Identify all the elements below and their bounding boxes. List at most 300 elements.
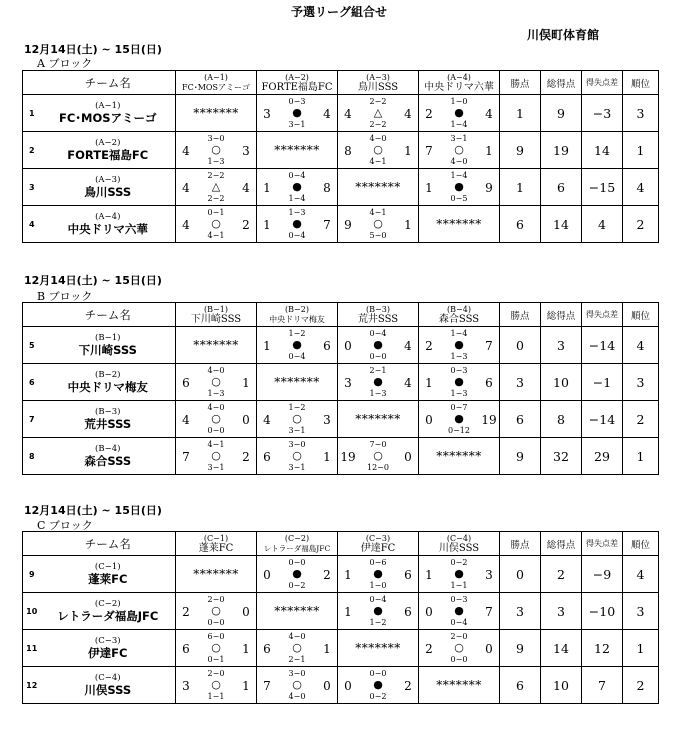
goals-against: 0 — [242, 412, 250, 427]
stat-diff: −14 — [582, 327, 623, 364]
match-result — [338, 133, 418, 168]
goals-against: 1 — [404, 143, 412, 158]
stat-win-pts: 6 — [500, 206, 541, 243]
stat-goals: 10 — [541, 364, 582, 401]
stat-diff: −10 — [582, 593, 623, 630]
header-opponent-code: (B−4) — [447, 304, 471, 314]
result-mark-icon: ○ — [373, 448, 383, 462]
stat-win-pts: 3 — [500, 593, 541, 630]
match-cell — [257, 556, 338, 593]
team-row — [23, 327, 659, 364]
second-half-score: 4−0 — [450, 156, 468, 166]
stat-win-pts: 6 — [500, 667, 541, 704]
goals-for: 3 — [263, 106, 271, 121]
goals-for: 7 — [182, 449, 190, 464]
header-opponent-code: (B−3) — [366, 304, 390, 314]
header-opponent-name: 伊達FC — [360, 542, 396, 554]
match-cell — [176, 364, 257, 401]
goals-for: 0 — [344, 678, 352, 693]
result-mark-icon: ● — [373, 566, 383, 580]
header-opponent-name: 中央ドリマ六華 — [424, 81, 494, 93]
first-half-score: 0−3 — [450, 594, 468, 604]
second-half-score: 2−1 — [288, 654, 306, 664]
stat-goals: 8 — [541, 401, 582, 438]
stat-goals: 10 — [541, 667, 582, 704]
team-code: (C−4) — [94, 672, 121, 683]
first-half-score: 0−0 — [288, 557, 306, 567]
stat-rank: 2 — [623, 667, 659, 704]
goals-for: 6 — [182, 375, 190, 390]
match-result — [176, 170, 256, 205]
header-diff: 得失点差 — [582, 532, 623, 556]
team-code: (C−1) — [94, 561, 121, 572]
match-result — [338, 557, 418, 592]
match-cell — [419, 132, 500, 169]
header-opponent-code: (B−2) — [285, 304, 309, 314]
match-result — [257, 402, 337, 437]
result-mark-icon: ○ — [211, 603, 221, 617]
header-opponent-name: 下川崎SSS — [190, 313, 242, 325]
second-half-score: 3−1 — [288, 425, 306, 435]
match-cell — [176, 401, 257, 438]
match-cell — [419, 401, 500, 438]
team-name: 伊達FC — [88, 645, 128, 660]
stat-goals: 6 — [541, 169, 582, 206]
match-cell — [338, 95, 419, 132]
second-half-score: 2−2 — [369, 119, 387, 129]
second-half-score: 0−12 — [448, 425, 470, 435]
team-name: レトラーダ福島JFC — [57, 608, 159, 623]
match-cell — [419, 364, 500, 401]
result-mark-icon: ● — [454, 411, 464, 425]
match-cell — [419, 169, 500, 206]
team-row — [23, 95, 659, 132]
block-date: 12月14日(土) ~ 15日(日) — [24, 274, 162, 287]
team-row — [23, 169, 659, 206]
header-row — [23, 71, 659, 95]
row-number: 10 — [23, 593, 41, 630]
stat-rank: 4 — [623, 169, 659, 206]
match-result — [338, 439, 418, 474]
goals-for: 1 — [425, 180, 433, 195]
match-cell — [338, 438, 419, 475]
header-row — [23, 532, 659, 556]
goals-against: 1 — [242, 641, 250, 656]
goals-for: 1 — [425, 567, 433, 582]
first-half-score: 0−3 — [450, 365, 468, 375]
second-half-score: 1−3 — [207, 156, 225, 166]
match-result — [176, 402, 256, 437]
goals-against: 4 — [404, 338, 412, 353]
match-cell — [176, 438, 257, 475]
team-name: 蓬莱FC — [88, 571, 128, 586]
result-mark-icon: ○ — [454, 142, 464, 156]
goals-against: 4 — [323, 106, 331, 121]
stat-goals: 9 — [541, 95, 582, 132]
first-half-score: 4−0 — [207, 402, 225, 412]
second-half-score: 1−4 — [450, 119, 468, 129]
goals-against: 9 — [485, 180, 493, 195]
match-cell — [176, 593, 257, 630]
header-rank: 順位 — [623, 303, 659, 327]
header-goals: 総得点 — [541, 71, 582, 95]
goals-against: 2 — [404, 678, 412, 693]
team-name-cell — [41, 206, 176, 243]
stat-diff: 7 — [582, 667, 623, 704]
stat-goals: 14 — [541, 630, 582, 667]
header-opponent-code: (C−1) — [203, 533, 229, 543]
header-opponent — [338, 71, 419, 95]
match-result — [419, 170, 499, 205]
team-code: (B−3) — [95, 406, 121, 417]
match-result — [419, 557, 499, 592]
first-half-score: 6−0 — [207, 631, 225, 641]
goals-for: 1 — [263, 338, 271, 353]
second-half-score: 0−4 — [450, 617, 468, 627]
team-name-cell — [41, 593, 176, 630]
header-opponent — [419, 303, 500, 327]
match-result — [419, 96, 499, 131]
second-half-score: 0−4 — [288, 230, 306, 240]
match-result — [257, 96, 337, 131]
header-opponent-name: 森合SSS — [438, 313, 480, 325]
stat-goals: 3 — [541, 593, 582, 630]
stat-win-pts: 0 — [500, 327, 541, 364]
goals-against: 6 — [323, 338, 331, 353]
goals-against: 7 — [485, 604, 493, 619]
header-team-label: チーム名 — [41, 71, 176, 95]
match-result — [338, 365, 418, 400]
self-match-cell: ******* — [176, 95, 257, 132]
first-half-score: 1−3 — [288, 207, 306, 217]
team-code: (A−1) — [95, 100, 121, 111]
goals-for: 4 — [344, 106, 352, 121]
match-result — [338, 668, 418, 703]
first-half-score: 3−1 — [450, 133, 468, 143]
first-half-score: 4−0 — [369, 133, 387, 143]
match-result — [257, 631, 337, 666]
match-result — [257, 328, 337, 363]
self-match-cell: ******* — [257, 132, 338, 169]
stat-diff: −9 — [582, 556, 623, 593]
match-result — [419, 328, 499, 363]
stat-goals: 3 — [541, 327, 582, 364]
match-result — [257, 170, 337, 205]
second-half-score: 0−2 — [369, 691, 387, 701]
header-opponent — [176, 532, 257, 556]
header-num-cell — [23, 532, 41, 556]
team-name: 下川崎SSS — [78, 342, 137, 357]
stat-diff: 4 — [582, 206, 623, 243]
result-mark-icon: ○ — [211, 374, 221, 388]
goals-for: 6 — [263, 449, 271, 464]
stat-win-pts: 9 — [500, 438, 541, 475]
header-opponent-name: レトラーダ福島JFC — [263, 543, 331, 553]
header-row — [23, 303, 659, 327]
row-number: 6 — [23, 364, 41, 401]
team-name: 鳥川SSS — [84, 184, 132, 199]
header-win-pts: 勝点 — [500, 532, 541, 556]
result-mark-icon: ○ — [373, 142, 383, 156]
match-cell — [419, 593, 500, 630]
match-result — [257, 557, 337, 592]
first-half-score: 4−0 — [288, 631, 306, 641]
match-result — [338, 594, 418, 629]
second-half-score: 0−0 — [450, 654, 468, 664]
result-mark-icon: ● — [373, 677, 383, 691]
stat-win-pts: 1 — [500, 95, 541, 132]
goals-for: 6 — [182, 641, 190, 656]
first-half-score: 3−0 — [207, 133, 225, 143]
team-code: (A−3) — [95, 174, 121, 185]
result-mark-icon: ○ — [211, 677, 221, 691]
team-code: (C−3) — [94, 635, 121, 646]
goals-for: 2 — [425, 641, 433, 656]
first-half-score: 2−2 — [369, 96, 387, 106]
venue-name: 川俣町体育館 — [527, 28, 600, 42]
result-mark-icon: ● — [373, 603, 383, 617]
team-code: (A−4) — [95, 211, 121, 222]
match-cell — [338, 327, 419, 364]
match-result — [257, 439, 337, 474]
header-opponent-name: 川俣SSS — [438, 542, 480, 554]
match-result — [338, 96, 418, 131]
stat-goals: 14 — [541, 206, 582, 243]
second-half-score: 0−2 — [288, 580, 306, 590]
first-half-score: 7−0 — [369, 439, 387, 449]
result-mark-icon: ○ — [292, 448, 302, 462]
match-cell — [176, 169, 257, 206]
header-opponent — [176, 303, 257, 327]
result-mark-icon: ● — [292, 566, 302, 580]
first-half-score: 1−4 — [450, 170, 468, 180]
goals-for: 2 — [425, 338, 433, 353]
team-row — [23, 667, 659, 704]
second-half-score: 4−1 — [369, 156, 387, 166]
result-mark-icon: ● — [292, 179, 302, 193]
goals-against: 1 — [242, 678, 250, 693]
stat-diff: 12 — [582, 630, 623, 667]
match-result — [176, 668, 256, 703]
match-result — [419, 631, 499, 666]
self-match-cell: ******* — [419, 438, 500, 475]
result-mark-icon: ○ — [211, 216, 221, 230]
row-number: 12 — [23, 667, 41, 704]
stat-rank: 1 — [623, 132, 659, 169]
row-number: 5 — [23, 327, 41, 364]
header-opponent — [176, 71, 257, 95]
result-mark-icon: ● — [373, 337, 383, 351]
first-half-score: 1−4 — [450, 328, 468, 338]
second-half-score: 3−1 — [288, 462, 306, 472]
goals-against: 0 — [323, 678, 331, 693]
team-name-cell — [41, 132, 176, 169]
stat-rank: 2 — [623, 206, 659, 243]
first-half-score: 2−0 — [207, 594, 225, 604]
first-half-score: 0−4 — [369, 328, 387, 338]
row-number: 3 — [23, 169, 41, 206]
header-rank: 順位 — [623, 71, 659, 95]
header-num-cell — [23, 303, 41, 327]
team-row — [23, 556, 659, 593]
header-opponent-code: (A−2) — [285, 72, 309, 82]
match-cell — [338, 132, 419, 169]
match-cell — [257, 206, 338, 243]
goals-against: 1 — [404, 217, 412, 232]
first-half-score: 2−0 — [450, 631, 468, 641]
team-name: 川俣SSS — [84, 682, 132, 697]
match-cell — [176, 630, 257, 667]
row-number: 7 — [23, 401, 41, 438]
stat-rank: 3 — [623, 364, 659, 401]
stat-win-pts: 3 — [500, 364, 541, 401]
header-opponent-code: (A−3) — [366, 72, 390, 82]
second-half-score: 1−3 — [450, 351, 468, 361]
result-mark-icon: △ — [211, 179, 221, 193]
second-half-score: 1−4 — [288, 193, 306, 203]
match-cell — [176, 132, 257, 169]
self-match-cell: ******* — [338, 401, 419, 438]
goals-for: 1 — [263, 180, 271, 195]
first-half-score: 4−1 — [207, 439, 225, 449]
goals-against: 6 — [404, 567, 412, 582]
second-half-score: 3−1 — [207, 462, 225, 472]
header-opponent — [257, 532, 338, 556]
goals-for: 0 — [425, 412, 433, 427]
match-cell — [338, 667, 419, 704]
self-match-cell: ******* — [257, 593, 338, 630]
goals-for: 2 — [425, 106, 433, 121]
team-name: 中央ドリマ梅友 — [67, 379, 148, 394]
self-match-cell: ******* — [419, 667, 500, 704]
stat-rank: 4 — [623, 327, 659, 364]
self-match-cell: ******* — [176, 327, 257, 364]
stat-win-pts: 6 — [500, 401, 541, 438]
stat-rank: 2 — [623, 401, 659, 438]
team-row — [23, 364, 659, 401]
header-opponent-name: 中央ドリマ梅友 — [269, 314, 325, 324]
second-half-score: 0−0 — [207, 425, 225, 435]
goals-for: 3 — [344, 375, 352, 390]
stat-rank: 1 — [623, 630, 659, 667]
match-cell — [338, 593, 419, 630]
goals-for: 7 — [263, 678, 271, 693]
result-mark-icon: ○ — [292, 411, 302, 425]
second-half-score: 12−0 — [367, 462, 389, 472]
self-match-cell: ******* — [176, 556, 257, 593]
goals-against: 6 — [485, 375, 493, 390]
first-half-score: 3−0 — [288, 668, 306, 678]
row-number: 9 — [23, 556, 41, 593]
goals-for: 4 — [182, 217, 190, 232]
match-cell — [257, 630, 338, 667]
team-row — [23, 401, 659, 438]
first-half-score: 0−4 — [288, 170, 306, 180]
self-match-cell: ******* — [338, 169, 419, 206]
goals-against: 19 — [481, 412, 497, 427]
goals-for: 4 — [182, 412, 190, 427]
header-team-label: チーム名 — [41, 303, 176, 327]
result-mark-icon: ○ — [211, 411, 221, 425]
result-mark-icon: ● — [454, 374, 464, 388]
header-goals: 総得点 — [541, 303, 582, 327]
header-win-pts: 勝点 — [500, 71, 541, 95]
team-name-cell — [41, 364, 176, 401]
match-result — [176, 365, 256, 400]
match-cell — [176, 667, 257, 704]
goals-against: 1 — [485, 143, 493, 158]
match-result — [338, 207, 418, 242]
stat-goals: 19 — [541, 132, 582, 169]
row-number: 8 — [23, 438, 41, 475]
team-code: (A−2) — [95, 137, 121, 148]
team-name-cell — [41, 630, 176, 667]
league-table — [22, 531, 659, 704]
first-half-score: 0−3 — [288, 96, 306, 106]
result-mark-icon: ● — [454, 179, 464, 193]
block-label: A ブロック — [37, 57, 93, 70]
result-mark-icon: ○ — [454, 640, 464, 654]
goals-against: 4 — [404, 106, 412, 121]
header-opponent-name: 鳥川SSS — [357, 81, 399, 93]
goals-against: 0 — [485, 641, 493, 656]
team-name: FORTE福島FC — [67, 147, 149, 162]
first-half-score: 0−2 — [450, 557, 468, 567]
match-cell — [257, 169, 338, 206]
stat-win-pts: 9 — [500, 132, 541, 169]
goals-for: 4 — [263, 412, 271, 427]
goals-against: 2 — [242, 449, 250, 464]
goals-against: 1 — [323, 449, 331, 464]
team-name: 森合SSS — [84, 453, 132, 468]
team-name-cell — [41, 438, 176, 475]
second-half-score: 1−1 — [450, 580, 468, 590]
team-code: (C−2) — [94, 598, 121, 609]
team-name: FC･MOSアミーゴ — [58, 110, 157, 125]
team-row — [23, 630, 659, 667]
stat-diff: −15 — [582, 169, 623, 206]
second-half-score: 1−1 — [207, 691, 225, 701]
goals-for: 19 — [340, 449, 356, 464]
match-cell — [419, 556, 500, 593]
result-mark-icon: ○ — [211, 448, 221, 462]
result-mark-icon: ● — [454, 566, 464, 580]
header-opponent — [419, 532, 500, 556]
header-opponent-code: (C−3) — [365, 533, 391, 543]
goals-for: 1 — [344, 567, 352, 582]
goals-for: 8 — [344, 143, 352, 158]
row-number: 2 — [23, 132, 41, 169]
first-half-score: 1−2 — [288, 328, 306, 338]
second-half-score: 3−1 — [288, 119, 306, 129]
goals-for: 4 — [182, 143, 190, 158]
second-half-score: 1−0 — [369, 580, 387, 590]
header-opponent — [257, 303, 338, 327]
team-name-cell — [41, 667, 176, 704]
team-name-cell — [41, 169, 176, 206]
team-code: (B−1) — [95, 332, 121, 343]
goals-against: 6 — [404, 604, 412, 619]
team-name: 荒井SSS — [84, 416, 132, 431]
goals-against: 2 — [242, 217, 250, 232]
header-opponent-name: 蓬莱FC — [198, 542, 234, 554]
result-mark-icon: ● — [454, 337, 464, 351]
result-mark-icon: ● — [373, 374, 383, 388]
goals-against: 4 — [404, 375, 412, 390]
first-half-score: 2−1 — [369, 365, 387, 375]
stat-goals: 2 — [541, 556, 582, 593]
match-result — [419, 402, 499, 437]
